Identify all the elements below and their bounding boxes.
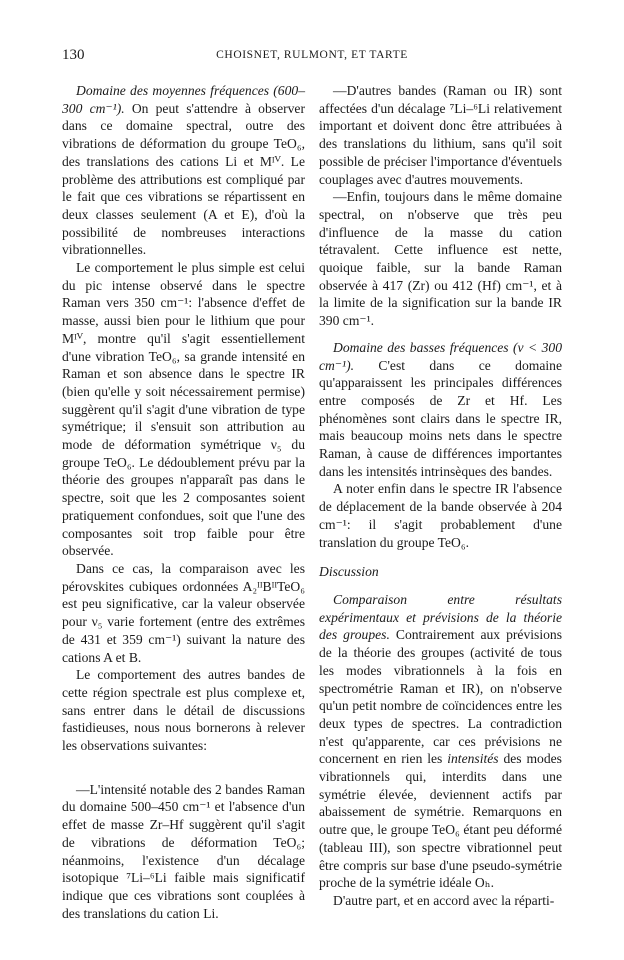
paragraph-other-bands: Le comportement des autres bandes de cette région spectrale est plus complexe et, sans entrer dans le détail de discussions fastidieuses, nous nous bornerons à relever les observations suivantes: <box>62 667 305 754</box>
running-head: CHOISNET, RULMONT, ET TARTE <box>216 49 408 61</box>
paragraph-text: des modes vibrationnels qui, interdits dans une symétrie élevée, deviennent actifs par abaissement de symétrie. Remarquons en outre que, le groupe TeO₆ étant peu déformé (tableau III), son spectre vibrationnel peut être compris sur base d'une pseudo-symétrie proche de la symétrie idéale Oₕ. <box>319 751 562 891</box>
right-column <box>319 82 562 910</box>
subheading-medium-frequencies: Domaine des moyennes fréquences (600–300 cm⁻¹). <box>62 83 305 116</box>
paragraph-cation-mass: —Enfin, toujours dans le même domaine spectral, on n'observe que très peu d'influence de la masse du cation tétravalent. Cette influence est nette, quoique faible, sur la bande Raman observée à 417 (Zr) ou 412 (Hf) cm⁻¹, et à la limite de la signification sur la bande IR 390 cm⁻¹. <box>319 189 562 329</box>
paragraph-other-bands-li: —D'autres bandes (Raman ou IR) sont affectées d'un décalage ⁷Li–⁶Li relativement important et doivent donc être attribuées à des translations du lithium, sans qu'il soit possible de préciser l'importance d'éventuels couplages avec d'autres mouvements. <box>319 83 562 187</box>
left-column <box>62 82 305 922</box>
section-heading-discussion: Discussion <box>319 564 379 580</box>
paragraph-ir-204: A noter enfin dans le spectre IR l'absence de déplacement de la bande observée à 204 cm⁻¹: il s'agit probablement d'une translation du groupe TeO₆. <box>319 481 562 550</box>
subheading-comparison: Comparaison entre résultats expérimentaux et prévisions de la théorie des groupes. <box>319 591 562 643</box>
paragraph-text: Contrairement aux prévisions de la théorie des groupes (activité de tous les modes vibrationnels à la fois en spectrométrie Raman et IR), on n'observe qu'un petit nombre de coïncidences entre les deux types de spectres. La contradiction n'est qu'apparente, car ces prévisions ne concernent en rien les <box>319 627 562 767</box>
paragraph-text: C'est dans ce domaine qu'apparaissent les principales différences entre composés de Zr et Hf. Les phénomènes sont clairs dans le spectre IR, mais beaucoup moins nets dans le spectre Raman, à cause de différences importantes dans les intensités intrinsèques des bandes. <box>319 357 562 479</box>
paragraph-continuation: D'autre part, et en accord avec la réparti- <box>333 892 555 908</box>
paragraph-raman-bands: —L'intensité notable des 2 bandes Raman du domaine 500–450 cm⁻¹ et l'absence d'un effet de masse Zr–Hf suggèrent qu'il s'agit de vibrations de déformation TeO₆; néanmoins, l'existence d'un décalage isotopique ⁷Li–⁶Li faible mais significatif indique que ces vibrations sont couplées à des translations du cation Li. <box>62 781 305 921</box>
paragraph-medium-frequencies <box>62 82 305 259</box>
paragraph-intense-peak: Le comportement le plus simple est celui du pic intense observé dans le spectre Raman vers 350 cm⁻¹: l'absence d'effet de masse, aussi bien pour le lithium que pour Mᴵⱽ, montre qu'il s'agit essentiellement d'une vibration TeO₆, sa grande intensité en Raman et son absence dans le spectre IR (bien qu'elle y soit nécessairement permise) suggèrent qu'il s'agit d'une vibration de type symétrique; il s'ensuit son attribution au mode de déformation symétrique ν₅ du groupe TeO₆. Le dédoublement prévu par la théorie des groupes n'apparaît pas dans le spectre, soit que les 2 composantes soient pratiquement confondues, soit que l'une des composantes soit trop faible pour être observée. <box>62 260 305 559</box>
paragraph-low-frequencies <box>319 339 562 481</box>
page-number: 130 <box>62 47 85 63</box>
paragraph-comparison <box>319 591 562 892</box>
paragraph-perovskites: Dans ce cas, la comparaison avec les pérovskites cubiques ordonnées A₂ᴵᴵBᴵᴵTeO₆ est peu significative, car la valeur observée pour ν₅ varie fortement (entre des extrêmes de 431 et 359 cm⁻¹) suivant la nature des cations A et B. <box>62 560 305 665</box>
subheading-low-frequencies: Domaine des basses fréquences (ν < 300 cm⁻¹). <box>319 339 562 373</box>
emphasis-intensites: intensités <box>447 751 499 767</box>
paragraph-text: On peut s'attendre à observer dans ce domaine spectral, outre des vibrations de déformation du groupe TeO₆, des translations des cations Li et Mᴵⱽ. Le problème des attributions est compliqué par le fait que ces vibrations se répartissent en deux classes seulement (A et E), d'où la possibilité de nombreuses interactions vibrationnelles. <box>62 100 305 258</box>
